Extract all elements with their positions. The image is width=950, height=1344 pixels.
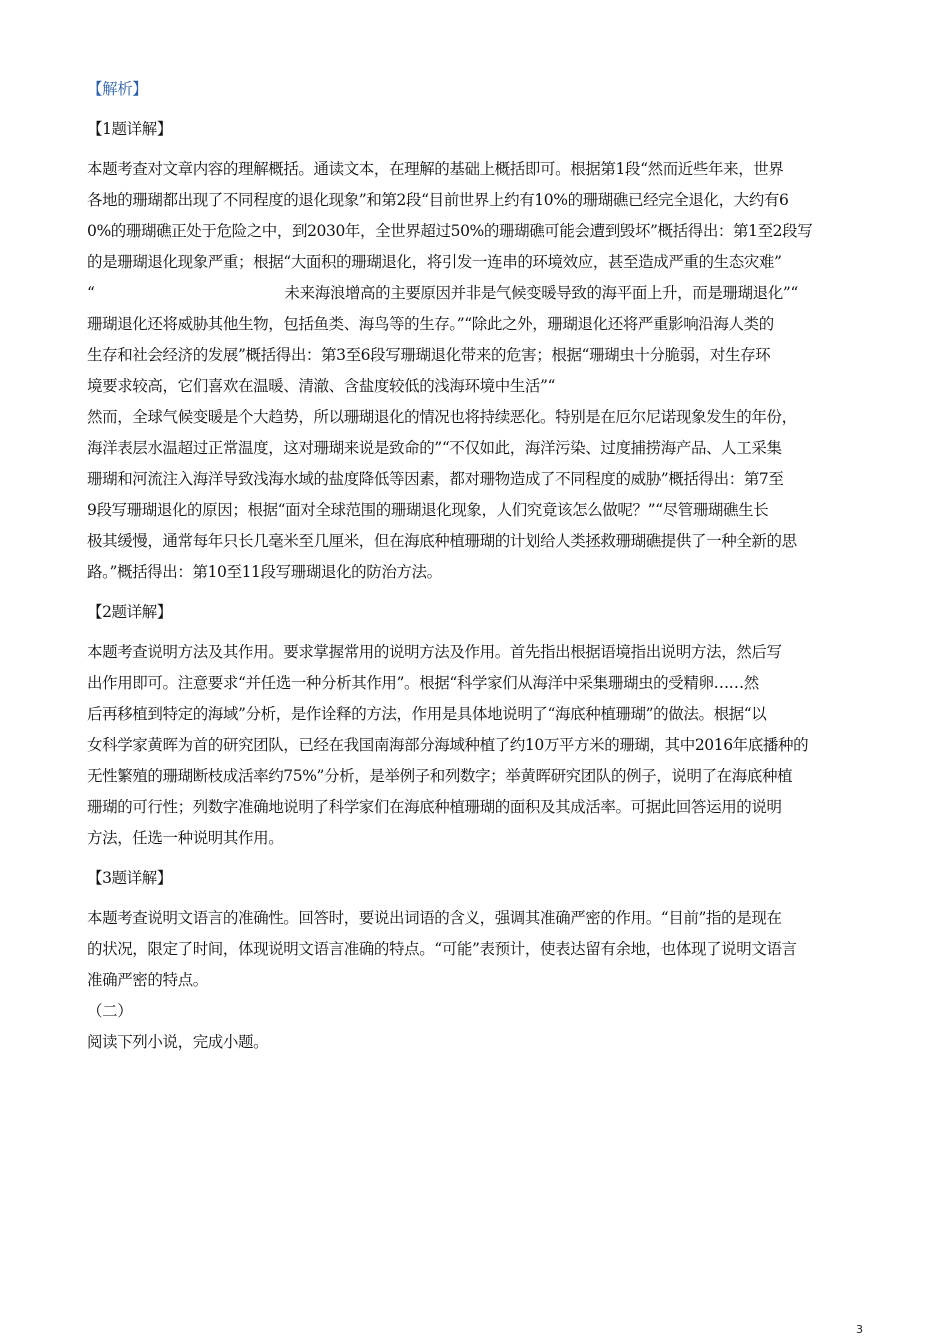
- document-body: [87, 74, 867, 1058]
- q1-line: 海洋表层水温超过正常温度，这对珊瑚来说是致命的”“不仅如此，海洋污染、过度捕捞海产品、人工采集: [87, 439, 782, 457]
- q3-heading: 【3题详解】: [87, 869, 172, 887]
- q3-line: 本题考查说明文语言的准确性。回答时，要说出词语的含义，强调其准确严密的作用。“目前”指的是现在: [87, 909, 782, 927]
- q1-line: 9段写珊瑚退化的原因；根据“面对全球范围的珊瑚退化现象，人们究竟该怎么做呢？”“尽管珊瑚礁生长: [87, 501, 769, 519]
- page-number: 3: [856, 1323, 863, 1336]
- q3-line: 的状况，限定了时间，体现说明文语言准确的特点。“可能”表预计，使表达留有余地，也体现了说明文语言: [87, 940, 797, 958]
- q1-line-indented: [87, 278, 867, 309]
- q1-heading: 【1题详解】: [87, 120, 172, 138]
- q1-line: 珊瑚和河流注入海洋导致浅海水域的盐度降低等因素，都对珊物造成了不同程度的威胁”概括得出：第7至: [87, 470, 784, 488]
- q1-line: 生存和社会经济的发展”概括得出：第3至6段写珊瑚退化带来的危害；根据“珊瑚虫十分脆弱，对生存环: [87, 346, 771, 364]
- q2-line: 无性繁殖的珊瑚断枝成活率约75%”分析，是举例子和列数字；举黄晖研究团队的例子，说明了在海底种植: [87, 767, 793, 785]
- q1-line-text: 未来海浪增高的主要原因并非是气候变暖导致的海平面上升，而是珊瑚退化”“: [284, 284, 798, 302]
- q1-line: 0%的珊瑚礁正处于危险之中，到2030年，全世界超过50%的珊瑚礁可能会遭到毁坏”概括得出：第1至2段写: [87, 222, 813, 240]
- q1-line: 路。”概括得出：第10至11段写珊瑚退化的防治方法。: [87, 563, 442, 581]
- q1-line: 各地的珊瑚都出现了不同程度的退化现象”和第2段“目前世界上约有10%的珊瑚礁已经完全退化，大约有6: [87, 191, 789, 209]
- q2-heading: 【2题详解】: [87, 603, 172, 621]
- q2-line: 珊瑚的可行性；列数字准确地说明了科学家们在海底种植珊瑚的面积及其成活率。可据此回答运用的说明: [87, 798, 782, 816]
- q2-line: 后再移植到特定的海域”分析，是作诠释的方法，作用是具体地说明了“海底种植珊瑚”的做法。根据“以: [87, 705, 767, 723]
- q1-line: 的是珊瑚退化现象严重；根据“大面积的珊瑚退化，将引发一连串的环境效应，甚至造成严重的生态灾难”: [87, 253, 782, 271]
- q1-line: 珊瑚退化还将威胁其他生物，包括鱼类、海鸟等的生存。”“除此之外，珊瑚退化还将严重影响沿海人类的: [87, 315, 774, 333]
- section-heading: （二）: [87, 1002, 133, 1020]
- q3-line: 准确严密的特点。: [87, 971, 208, 989]
- q2-line: 方法，任选一种说明其作用。: [87, 829, 284, 847]
- q1-line: 境要求较高，它们喜欢在温暖、清澈、含盐度较低的浅海环境中生活”“: [87, 377, 556, 395]
- q2-line: 女科学家黄晖为首的研究团队，已经在我国南海部分海域种植了约10万平方米的珊瑚，其中2016年底播种的: [87, 736, 809, 754]
- section-instruction: 阅读下列小说，完成小题。: [87, 1033, 269, 1051]
- q1-line: 极其缓慢，通常每年只长几毫米至几厘米，但在海底种植珊瑚的计划给人类拯救珊瑚礁提供了一种全新的思: [87, 532, 797, 550]
- analysis-label: 【解析】: [87, 80, 148, 98]
- q2-line: 出作用即可。注意要求“并任选一种分析其作用”。根据“科学家们从海洋中采集珊瑚虫的受精卵……然: [87, 674, 759, 692]
- open-quote: “: [87, 284, 95, 302]
- q2-line: 本题考查说明方法及其作用。要求掌握常用的说明方法及作用。首先指出根据语境指出说明方法，然后写: [87, 643, 782, 661]
- q1-line: 本题考查对文章内容的理解概括。通读文本，在理解的基础上概括即可。根据第1段“然而近些年来，世界: [87, 160, 784, 178]
- q1-line: 然而，全球气候变暖是个大趋势，所以珊瑚退化的情况也将持续恶化。特别是在厄尔尼诺现象发生的年份，: [87, 408, 797, 426]
